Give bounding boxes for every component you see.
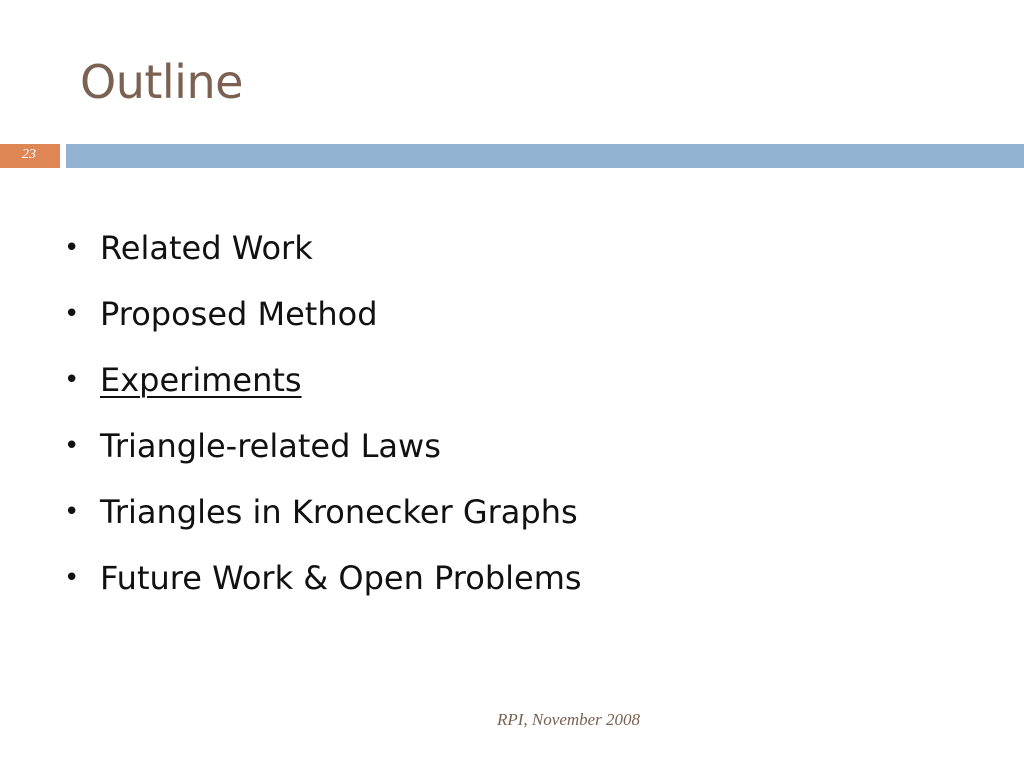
outline-item-kronecker bbox=[60, 479, 582, 545]
title-divider-bar bbox=[66, 144, 1024, 168]
outline-item-experiments bbox=[60, 347, 582, 413]
outline-item-label: Related Work bbox=[100, 229, 313, 267]
header-bar bbox=[0, 144, 1024, 168]
slide-title: Outline bbox=[80, 55, 243, 109]
bullet-icon: • bbox=[64, 563, 80, 593]
outline-list bbox=[60, 215, 582, 611]
outline-item-triangle-laws bbox=[60, 413, 582, 479]
bullet-icon: • bbox=[64, 233, 80, 263]
outline-item-label: Proposed Method bbox=[100, 295, 378, 333]
outline-item-proposed-method bbox=[60, 281, 582, 347]
outline-item-label: Triangle-related Laws bbox=[100, 427, 441, 465]
outline-item-label: Future Work & Open Problems bbox=[100, 559, 582, 597]
bullet-icon: • bbox=[64, 299, 80, 329]
bullet-icon: • bbox=[64, 365, 80, 395]
slide-footer: RPI, November 2008 bbox=[497, 710, 641, 729]
bullet-icon: • bbox=[64, 431, 80, 461]
outline-item-label-current: Experiments bbox=[100, 361, 302, 399]
outline-item-future-work bbox=[60, 545, 582, 611]
bullet-icon: • bbox=[64, 497, 80, 527]
outline-item-related-work bbox=[60, 215, 582, 281]
slide-number: 23 bbox=[0, 144, 60, 168]
outline-item-label: Triangles in Kronecker Graphs bbox=[100, 493, 578, 531]
